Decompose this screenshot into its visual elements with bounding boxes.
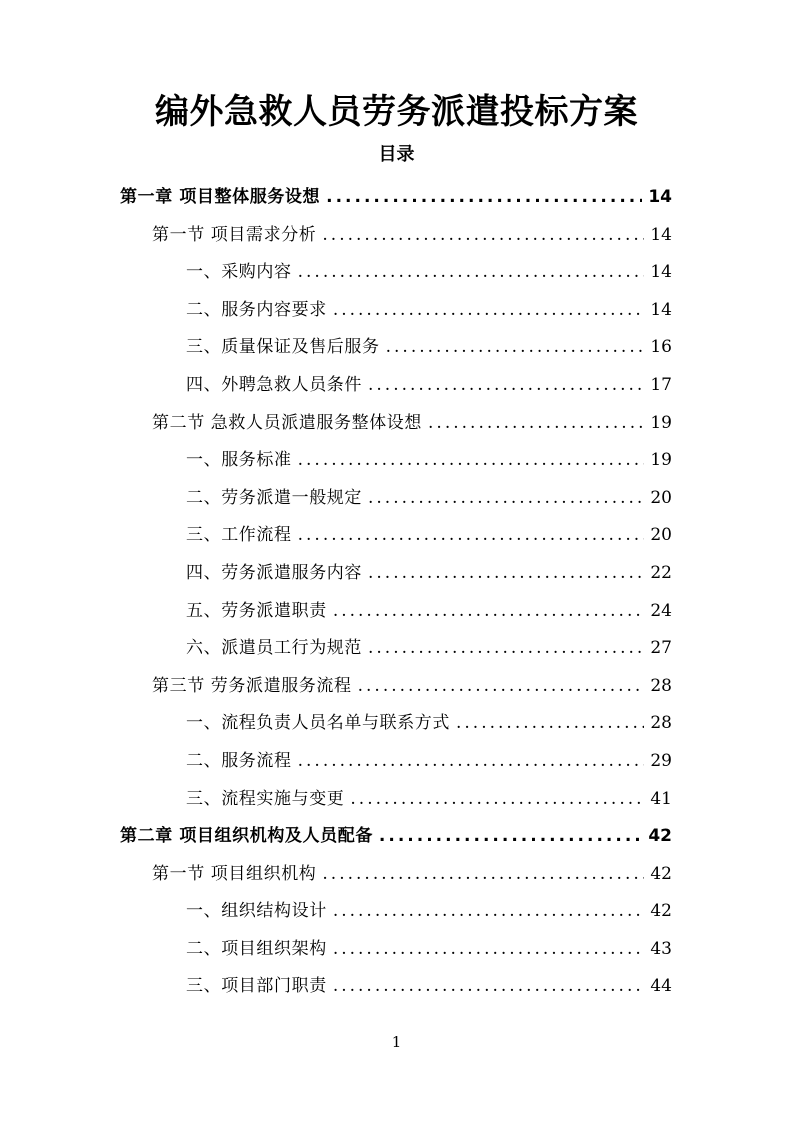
- toc-subsection-entry[interactable]: [120, 367, 672, 405]
- toc-entry-label: 四、劳务派遣服务内容: [186, 562, 362, 583]
- toc-dot-leader: [333, 593, 645, 631]
- toc-entry-label: 五、劳务派遣职责: [186, 600, 327, 621]
- toc-subsection-entry[interactable]: [120, 517, 672, 555]
- toc-entry-page: 42: [650, 901, 672, 922]
- toc-subsection-entry[interactable]: [120, 968, 672, 1006]
- toc-entry-label: 一、服务标准: [186, 450, 292, 471]
- toc-section-entry[interactable]: [120, 405, 672, 443]
- toc-entry-label: 第二章 项目组织机构及人员配备: [120, 826, 373, 847]
- toc-entry-page: 29: [650, 750, 672, 771]
- toc-dot-leader: [358, 668, 645, 706]
- toc-entry-label: 一、流程负责人员名单与联系方式: [186, 713, 450, 734]
- toc-dot-leader: [333, 968, 645, 1006]
- toc-entry-page: 14: [650, 262, 672, 283]
- toc-dot-leader: [298, 743, 645, 781]
- toc-entry-page: 27: [650, 638, 672, 659]
- toc-entry-page: 28: [650, 713, 672, 734]
- toc-entry-page: 28: [650, 675, 672, 696]
- toc-entry-label: 三、流程实施与变更: [186, 788, 345, 809]
- toc-entry-page: 44: [650, 976, 672, 997]
- toc-dot-leader: [333, 931, 645, 969]
- toc-entry-label: 二、服务流程: [186, 750, 292, 771]
- toc-entry-label: 三、工作流程: [186, 525, 292, 546]
- toc-chapter-entry[interactable]: [120, 179, 672, 217]
- toc-dot-leader: [326, 179, 642, 217]
- toc-entry-label: 四、外聘急救人员条件: [186, 374, 362, 395]
- toc-entry-label: 二、劳务派遣一般规定: [186, 487, 362, 508]
- toc-subsection-entry[interactable]: [120, 555, 672, 593]
- toc-entry-page: 43: [650, 938, 672, 959]
- toc-entry-page: 16: [650, 337, 672, 358]
- page-number: 1: [391, 1033, 402, 1051]
- toc-section-entry[interactable]: [120, 668, 672, 706]
- toc-entry-label: 一、组织结构设计: [186, 901, 327, 922]
- toc-subsection-entry[interactable]: [120, 705, 672, 743]
- toc-dot-leader: [298, 442, 645, 480]
- toc-subsection-entry[interactable]: [120, 442, 672, 480]
- toc-entry-label: 一、采购内容: [186, 262, 292, 283]
- toc-dot-leader: [298, 254, 645, 292]
- toc-dot-leader: [298, 517, 645, 555]
- toc-entry-label: 六、派遣员工行为规范: [186, 638, 362, 659]
- document-title: 编外急救人员劳务派遣投标方案: [155, 92, 638, 132]
- toc-chapter-entry[interactable]: [120, 818, 672, 856]
- toc-subsection-entry[interactable]: [120, 630, 672, 668]
- toc-entry-label: 三、项目部门职责: [186, 976, 327, 997]
- toc-subsection-entry[interactable]: [120, 480, 672, 518]
- toc-entry-page: 14: [650, 299, 672, 320]
- toc-entry-page: 19: [650, 412, 672, 433]
- toc-section-entry[interactable]: [120, 217, 672, 255]
- toc-entry-label: 第一章 项目整体服务设想: [120, 187, 321, 207]
- toc-entry-page: 20: [650, 525, 672, 546]
- toc-entry-label: 二、项目组织架构: [186, 938, 327, 959]
- toc-dot-leader: [333, 893, 645, 931]
- toc-entry-label: 第一节 项目组织机构: [152, 863, 317, 884]
- toc-dot-leader: [322, 217, 644, 255]
- toc-entry-page: 17: [650, 374, 672, 395]
- toc-entry-page: 41: [650, 788, 672, 809]
- toc-entry-label: 二、服务内容要求: [186, 299, 327, 320]
- toc-dot-leader: [368, 555, 644, 593]
- toc-dot-leader: [322, 856, 644, 894]
- toc-subsection-entry[interactable]: [120, 781, 672, 819]
- toc-entry-label: 三、质量保证及售后服务: [186, 337, 380, 358]
- toc-entry-page: 24: [650, 600, 672, 621]
- toc-entry-page: 20: [650, 487, 672, 508]
- toc-dot-leader: [368, 480, 644, 518]
- toc-dot-leader: [368, 630, 644, 668]
- toc-subsection-entry[interactable]: [120, 893, 672, 931]
- table-of-contents: [120, 179, 672, 1006]
- toc-entry-page: 22: [650, 562, 672, 583]
- toc-subsection-entry[interactable]: [120, 329, 672, 367]
- toc-entry-page: 42: [650, 863, 672, 884]
- toc-dot-leader: [368, 367, 644, 405]
- toc-entry-page: 14: [648, 187, 672, 207]
- toc-heading: 目录: [378, 144, 415, 165]
- toc-section-entry[interactable]: [120, 856, 672, 894]
- toc-dot-leader: [386, 329, 645, 367]
- toc-subsection-entry[interactable]: [120, 743, 672, 781]
- toc-entry-page: 42: [648, 826, 672, 847]
- toc-subsection-entry[interactable]: [120, 593, 672, 631]
- toc-subsection-entry[interactable]: [120, 292, 672, 330]
- toc-dot-leader: [428, 405, 644, 443]
- toc-dot-leader: [456, 705, 644, 743]
- toc-entry-page: 14: [650, 224, 672, 245]
- toc-entry-label: 第二节 急救人员派遣服务整体设想: [152, 412, 423, 433]
- toc-dot-leader: [379, 818, 642, 856]
- toc-subsection-entry[interactable]: [120, 254, 672, 292]
- toc-entry-label: 第一节 项目需求分析: [152, 224, 317, 245]
- toc-dot-leader: [350, 781, 644, 819]
- toc-entry-page: 19: [650, 450, 672, 471]
- toc-entry-label: 第三节 劳务派遣服务流程: [152, 675, 352, 696]
- toc-subsection-entry[interactable]: [120, 931, 672, 969]
- toc-dot-leader: [333, 292, 645, 330]
